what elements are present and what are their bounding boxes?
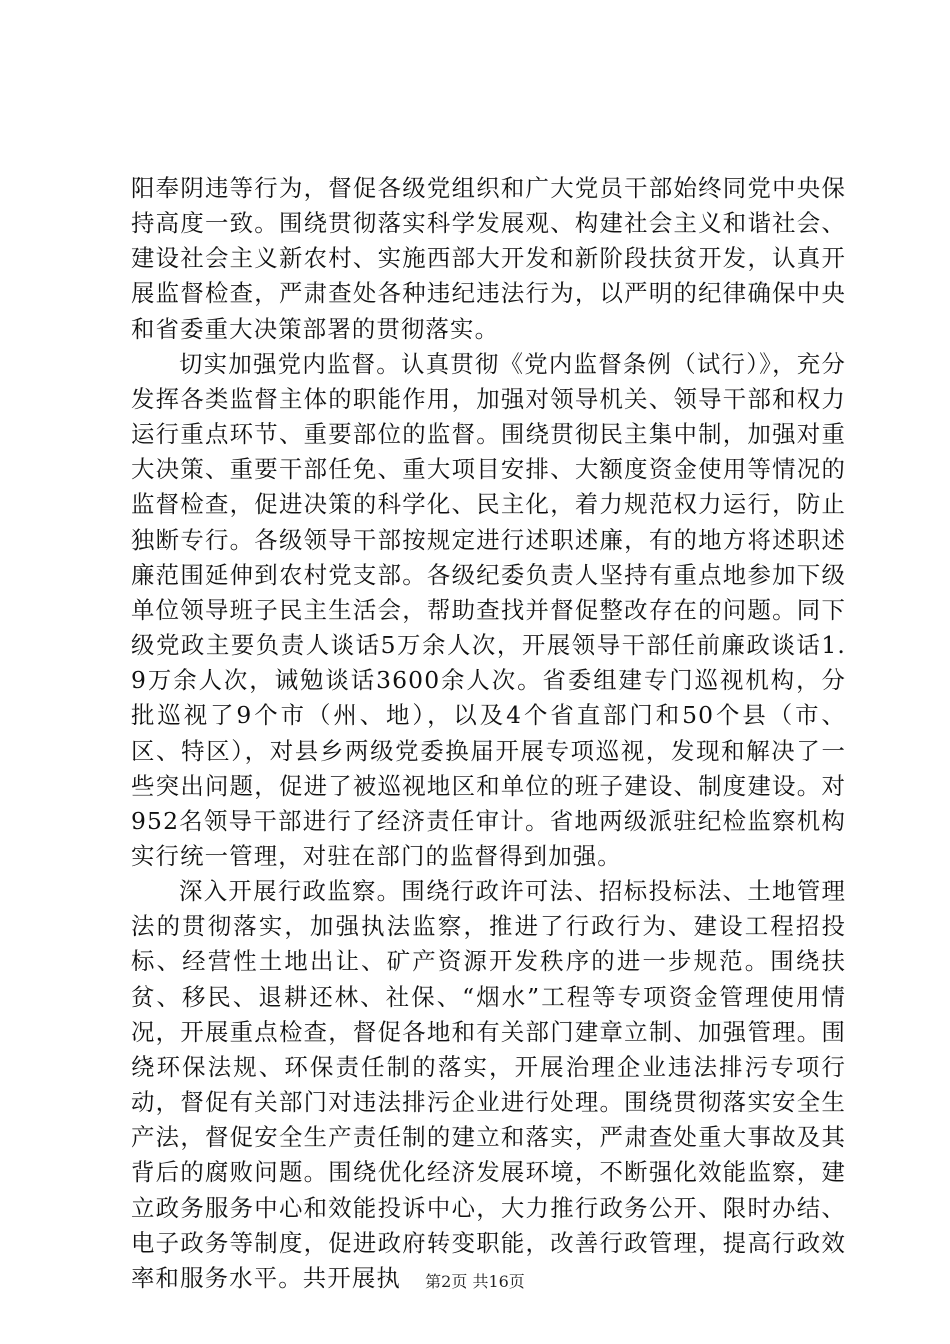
page-number-footer: 第2页 共16页 xyxy=(425,1272,525,1291)
paragraph-administrative-supervision: 深入开展行政监察。围绕行政许可法、招标投标法、土地管理法的贯彻落实，加强执法监察，推进了行政行为、建设工程招投标、经营性土地出让、矿产资源开发秩序的进一步规范。围绕扶贫、移民、退耕还林、社保、“烟水”工程等专项资金管理使用情况，开展重点检查，督促各地和有关部门建章立制、加强管理。围绕环保法规、环保责任制的落实，开展治理企业违法排污专项行动，督促有关部门对违法排污企业进行处理。围绕贯彻落实安全生产法，督促安全生产责任制的建立和落实，严肃查处重大事故及其背后的腐败问题。围绕优化经济发展环境，不断强化效能监察，建立政务服务中心和效能投诉中心，大力推行政务公开、限时办结、电子政务等制度，促进政府转变职能，改善行政管理，提高行政效率和服务水平。共开展执 xyxy=(131,877,846,1292)
paragraph-party-supervision: 切实加强党内监督。认真贯彻《党内监督条例（试行）》，充分发挥各类监督主体的职能作用，加强对领导机关、领导干部和权力运行重点环节、重要部位的监督。围绕贯彻民主集中制，加强对重大决策、重要干部任免、重大项目安排、大额度资金使用等情况的监督检查，促进决策的科学化、民主化，着力规范权力运行，防止独断专行。各级领导干部按规定进行述职述廉，有的地方将述职述廉范围延伸到农村党支部。各级纪委负责人坚持有重点地参加下级单位领导班子民主生活会，帮助查找并督促整改存在的问题。同下级党政主要负责人谈话5万余人次，开展领导干部任前廉政谈话1.9万余人次，诫勉谈话3600余人次。省委组建专门巡视机构，分批巡视了9个市（州、地），以及4个省直部门和50个县（市、区、特区），对县乡两级党委换届开展专项巡视，发现和解决了一些突出问题，促进了被巡视地区和单位的班子建设、制度建设。对952名领导干部进行了经济责任审计。省地两级派驻纪检监察机构实行统一管理，对驻在部门的监督得到加强。 xyxy=(131,349,846,870)
paragraph-continuation: 阳奉阴违等行为，督促各级党组织和广大党员干部始终同党中央保持高度一致。围绕贯彻落实科学发展观、构建社会主义和谐社会、建设社会主义新农村、实施西部大开发和新阶段扶贫开发，认真开展监督检查，严肃查处各种违纪违法行为，以严明的纪律确保中央和省委重大决策部署的贯彻落实。 xyxy=(131,174,846,343)
document-body xyxy=(131,171,846,1296)
